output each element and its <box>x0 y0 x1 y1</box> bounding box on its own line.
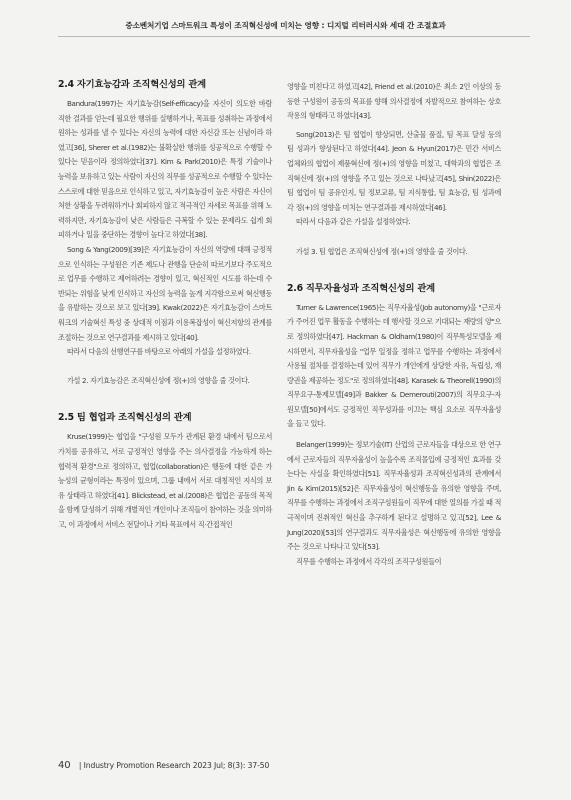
paragraph: Song & Yang(2009)[39]은 자기효능감이 자신의 역량에 대해 긍정적으로 인식하는 구성원은 기존 제도나 관행을 단순히 따르기보다 주도적으로 업무를 수행하고 제어하려는 경향이 있고, 혁신적인 시도를 하는데 수반되는 위험을 낮게 인식하고 자신의 능력을 높게 지각함으로써 혁신행동을 유발하는 것으로 보고 있다[39]. Kwak(2022)은 자기효능감이 스마트워크의 기술혁신 특성 중 상대적 이점과 이용복잡성이 혁신저항의 관계를 조절하는 것으로 연구결과를 제시하고 있다[40]. <box>58 244 272 342</box>
paragraph: Turner & Lawrence(1965)는 직무자율성(Job autonomy)을 "근로자가 주어진 업무 활동을 수행하는 데 행사할 것으로 기대되는 재량의 양"으로 정의하였다[47]. Hackman & Oldham(1980)이 직무특성모델을 제시하면서, 직무자율성을 "업무 일정을 정하고 업무를 수행하는 과정에서 사용될 절차를 결정하는데 있어 직무가 개인에게 상당한 자유, 독립성, 재량권을 제공하는 정도"로 정의하였다[48]. Karasek & Theorell(1990)의 직무요구-통제모델[49]과 Bakker & Demerouti(2007)의 직무요구-자원모델[50]에서도 긍정적인 직무성과를 이끄는 핵심 요소로 직무자율성을 들고 있다. <box>287 302 501 429</box>
paragraph: Bandura(1997)는 자기효능감(Self-efficacy)을 자신이 의도한 바람직한 결과를 얻는데 필요한 행위를 실행하거나, 목표를 성취하는 과정에서 원하는 성과를 낼 수 있다는 자신의 능력에 대한 자신감 또는 신념이라 하였고[36], Sherer et al.(1982)는 불확실한 행위를 성공적으로 수행할 수 있다는 믿음이라 정의하였다[37]. Kim & Park(2010)은 특정 기술이나 능력을 보유하고 있는 사람이 자신의 직무를 성공적으로 수행할 수 있다는 스스로에 대한 믿음으로 인식하고 있고, 자기효능감이 높은 사람은 자신이 처한 상황을 두려워하거나 회피하지 않고 적극적인 자세로 목표를 위해 노력하지만, 자기효능감이 낮은 사람들은 극복할 수 있는 문제라도 쉽게 회피하거나 일을 중단하는 경향이 높다고 하였다[38]. <box>58 99 272 240</box>
hypothesis-2: 가설 2. 자기효능감은 조직혁신성에 정(+)의 영향을 줄 것이다. <box>67 376 250 386</box>
paragraph: 영향을 미친다고 하였고[42], Friend et al.(2010)은 최소 2인 이상의 동등한 구성원이 공동의 목표를 향해 의사결정에 자발적으로 참여하는 상호작용의 형태라고 하였다[43]. <box>287 82 501 121</box>
left-column <box>58 78 272 533</box>
page-number: 40 <box>58 760 71 771</box>
running-header: 중소벤처기업 스마트워크 특성이 조직혁신성에 미치는 영향 : 디지털 리터러시와 세대 간 조절효과 <box>125 21 446 30</box>
section-title-2-5: 2.5 팀 협업과 조직혁신성의 관계 <box>58 412 192 424</box>
right-column <box>287 80 501 569</box>
journal-citation: | Industry Promotion Research 2023 Jul; 8(3): 37-50 <box>78 761 270 770</box>
paragraph: 직무를 수행하는 과정에서 각각의 조직구성원들이 <box>296 556 442 566</box>
paragraph: Kruse(1999)는 협업을 "구성원 모두가 관계된 환경 내에서 팀으로서 가치를 공유하고, 서로 긍정적인 영향을 주는 의사결정을 가능하게 하는 협력적 환경"으로 정의하고, 협업(collaboration)은 행동에 대한 같은 가능성의 균형이라는 특징이 있으며, 그룹 내에서 서로 대칭적인 지식의 보유 상태라고 하였다[41]. Blickstead, et al.(2008)은 협업은 공동의 목적을 함께 달성하기 위해 개별적인 개인이나 조직들이 참여하는 것을 의미하고, 이 과정에서 서비스 전달이나 기타 목표에서 직·간접적인 <box>58 432 272 530</box>
paragraph: Belanger(1999)는 정보기술(IT) 산업의 근로자들을 대상으로 한 연구에서 근로자들의 직무자율성이 높을수록 조직몰입에 긍정적인 효과를 갖는다는 사실을 확인하였다[51]. 직무자율성과 조직혁신성과의 관계에서 Jin & Kim(2015)[52]은 직무자율성이 혁신행동을 유의한 영향을 주며, 직무를 수행하는 과정에서 조직구성원들이 직무에 대한 열의를 가질 때 적극적이며 진취적인 혁신을 추구하게 된다고 설명하고 있고[52], Lee & Jung(2020)[53]의 연구결과도 직무자율성은 혁신행동에 유의한 영향을 주는 것으로 나타나고 있다[53]. <box>287 440 501 552</box>
header-divider <box>58 36 530 37</box>
page-footer <box>58 760 269 771</box>
hypothesis-3: 가설 3. 팀 협업은 조직혁신성에 정(+)의 영향을 줄 것이다. <box>296 246 468 256</box>
paragraph: 따라서 다음의 선행연구를 바탕으로 아래의 가설을 설정하였다. <box>67 347 251 357</box>
section-title-2-6: 2.6 직무자율성과 조직혁신성의 관계 <box>287 282 435 294</box>
section-title-2-4: 2.4 자기효능감과 조직혁신성의 관계 <box>58 79 206 90</box>
paragraph: Song(2013)은 팀 협업이 향상되면, 산출물 품질, 팀 목표 달성 등의 팀 성과가 향상된다고 하였다[44]. Jeon & Hyun(2017)은 민간 서비스 업체와의 협업이 제품혁신에 정(+)의 영향을 미쳤고, 대학과의 협업은 조직혁신에 정(+)의 영향을 주고 있는 것으로 나타났고[45], Shin(2022)은 팀 협업이 팀 공유인지, 팀 정보교류, 팀 지식통합, 팀 효능감, 팀 성과에 각 정(+)의 영향을 미치는 연구결과를 제시하였다[46]. <box>287 129 501 212</box>
paragraph: 따라서 다음과 같은 가설을 설정하였다. <box>296 217 411 227</box>
